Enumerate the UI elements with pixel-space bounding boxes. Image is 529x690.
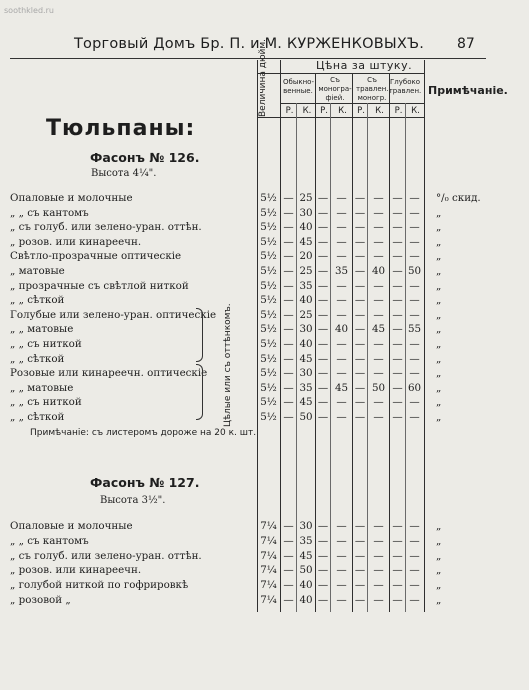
price-cell: — (392, 396, 403, 409)
price-cell: — (392, 549, 403, 562)
bracket-blue (196, 308, 203, 362)
price-cell: — (409, 579, 420, 592)
note-cell: „ (436, 579, 442, 592)
price-cell: — (317, 206, 329, 219)
table-row (0, 594, 529, 608)
price-cell: — (283, 396, 294, 409)
price-cell: — (409, 367, 420, 380)
price-col-deep-etched: Глубоко травлен. (388, 78, 422, 95)
price-cell: — (317, 564, 329, 577)
price-cell: — (409, 352, 420, 365)
note-cell: „ (436, 323, 442, 336)
note-cell: „ (436, 279, 442, 292)
price-cell: — (409, 396, 420, 409)
price-cell: — (336, 192, 347, 204)
price-cell: — (373, 411, 384, 423)
row-label: Розовые или кинареечн. оптическіе (10, 367, 208, 380)
price-cell: — (336, 367, 347, 380)
price-cell: — (392, 250, 403, 263)
row-label: „ „ съ кантомъ (10, 534, 89, 547)
size-cell: 5½ (260, 265, 277, 277)
ruble-unit-label: Р. (285, 106, 294, 116)
row-label: „ „ сѣткой (10, 411, 65, 423)
note-cell: „ (436, 594, 442, 606)
price-cell: — (336, 279, 347, 292)
price-cell: 45 (299, 352, 313, 365)
price-cell: — (392, 367, 403, 380)
price-cell: — (283, 381, 294, 394)
size-cell: 5½ (260, 294, 277, 307)
price-cell: — (336, 396, 347, 409)
price-cell: 45 (371, 323, 386, 336)
price-cell: — (317, 192, 329, 204)
table-row (0, 192, 529, 206)
size-cell: 7¼ (260, 549, 277, 562)
kopeck-unit-label: К. (338, 106, 347, 116)
price-cell: — (392, 294, 403, 307)
price-cell: 45 (334, 381, 349, 394)
price-cell: — (336, 206, 347, 219)
price-cell: 35 (299, 279, 313, 292)
price-cell: — (392, 308, 403, 321)
price-cell: — (354, 396, 366, 409)
price-cell: 50 (299, 564, 313, 577)
price-cell: — (354, 338, 366, 350)
price-cell: 30 (299, 367, 313, 380)
price-cell: — (317, 411, 329, 423)
price-cell: 40 (334, 323, 349, 336)
price-cell: — (409, 192, 420, 204)
row-label: „ розов. или кинареечн. (10, 235, 142, 248)
price-cell: — (317, 396, 329, 409)
row-label: „ голубой ниткой по гофрировкѣ (10, 579, 189, 592)
price-cell: 45 (299, 549, 313, 562)
price-cell: — (409, 235, 420, 248)
price-cell: — (336, 411, 347, 423)
note-cell: °/₀ скид. (436, 192, 481, 204)
fashion-127-height: Высота 3½". (100, 495, 166, 506)
price-cell: — (317, 308, 329, 321)
price-cell: — (283, 564, 294, 577)
price-cell: — (392, 381, 403, 394)
size-cell: 5½ (260, 396, 277, 409)
price-cell: — (317, 579, 329, 592)
price-cell: — (317, 352, 329, 365)
note-cell: „ (436, 381, 442, 394)
note-cell: „ (436, 338, 442, 350)
size-cell: 5½ (260, 352, 277, 365)
price-cell: 60 (407, 381, 422, 394)
price-cell: — (283, 192, 294, 204)
price-cell: — (283, 221, 294, 234)
row-label: „ „ сѣткой (10, 294, 65, 307)
row-label: Голубые или зелено-уран. оптическіе (10, 308, 217, 321)
price-cell: — (409, 294, 420, 307)
price-cell: — (354, 192, 366, 204)
row-label: Опаловые и молочные (10, 192, 133, 204)
row-label: Опаловые и молочные (10, 520, 133, 532)
price-cell: — (354, 235, 366, 248)
price-cell: — (336, 338, 347, 350)
note-cell: „ (436, 294, 442, 307)
table-row (0, 236, 529, 250)
price-cell: — (336, 579, 347, 592)
price-cell: — (283, 594, 294, 606)
price-cell: — (354, 308, 366, 321)
price-cell: — (317, 250, 329, 263)
price-cell: — (317, 594, 329, 606)
price-cell: — (392, 564, 403, 577)
price-cell: — (317, 549, 329, 562)
price-cell: — (336, 221, 347, 234)
table-row (0, 280, 529, 294)
price-cell: — (317, 381, 329, 394)
fashion-127-title: Фасонъ № 127. (90, 475, 200, 490)
price-cell: — (317, 367, 329, 380)
row-label: „ съ голуб. или зелено-уран. оттѣн. (10, 221, 202, 234)
price-cell: 40 (299, 579, 313, 592)
price-cell: — (283, 308, 294, 321)
price-cell: — (409, 308, 420, 321)
fashion-126-height: Высота 4¼". (91, 168, 157, 179)
fashion-126-title: Фасонъ № 126. (90, 150, 200, 165)
price-cell: — (392, 594, 403, 606)
price-cell: — (354, 221, 366, 234)
price-cell: — (392, 520, 403, 532)
price-cell: — (336, 549, 347, 562)
size-cell: 5½ (260, 192, 277, 204)
price-cell: — (392, 235, 403, 248)
price-cell: — (283, 206, 294, 219)
price-cell: — (283, 250, 294, 263)
price-cell: — (409, 338, 420, 350)
price-cell: — (354, 594, 366, 606)
price-cell: — (317, 265, 329, 277)
price-cell: 40 (299, 294, 313, 307)
price-cell: 30 (299, 520, 313, 532)
header-rule-3 (258, 117, 424, 118)
price-cell: — (373, 206, 384, 219)
table-row (0, 338, 529, 352)
price-cell: — (283, 579, 294, 592)
price-cell: — (354, 534, 366, 547)
price-col-monogram: Съ моногра-фіей. (318, 76, 352, 102)
price-cell: 45 (299, 396, 313, 409)
size-cell: 7¼ (260, 594, 277, 606)
row-label: Свѣтло-прозрачные оптическіе (10, 250, 182, 263)
note-cell: „ (436, 534, 442, 547)
price-cell: — (409, 534, 420, 547)
note-cell: „ (436, 564, 442, 577)
price-cell: — (336, 235, 347, 248)
price-cell: 25 (299, 308, 313, 321)
size-cell: 5½ (260, 338, 277, 350)
note-cell: „ (436, 549, 442, 562)
table-row (0, 382, 529, 396)
page-number: 87 (457, 36, 475, 52)
note-cell: „ (436, 235, 442, 248)
price-cell: — (409, 221, 420, 234)
price-cell: — (354, 265, 366, 277)
price-cell: — (409, 279, 420, 292)
price-cell: — (373, 250, 384, 263)
price-cell: — (317, 294, 329, 307)
table-row (0, 564, 529, 578)
price-cell: — (409, 564, 420, 577)
price-cell: 30 (299, 323, 313, 336)
price-cell: — (336, 564, 347, 577)
price-cell: 50 (371, 381, 386, 394)
price-cell: — (373, 594, 384, 606)
price-cell: 40 (299, 594, 313, 606)
price-cell: — (373, 564, 384, 577)
price-cell: 35 (299, 534, 313, 547)
price-cell: — (373, 352, 384, 365)
price-cell: 40 (371, 265, 386, 277)
running-header: Торговый Домъ Бр. П. и М. КУРЖЕНКОВЫХЪ. (74, 36, 425, 52)
price-cell: — (373, 520, 384, 532)
price-cell: — (409, 250, 420, 263)
price-cell: — (392, 192, 403, 204)
price-cell: — (354, 367, 366, 380)
price-cell: — (373, 367, 384, 380)
price-cell: 25 (299, 265, 313, 277)
price-cell: — (336, 520, 347, 532)
size-cell: 5½ (260, 323, 277, 336)
price-cell: — (336, 250, 347, 263)
price-cell: 55 (407, 323, 422, 336)
price-cell: — (373, 235, 384, 248)
size-cell: 5½ (260, 279, 277, 292)
price-cell: 35 (334, 265, 349, 277)
price-cell: — (354, 323, 366, 336)
ruble-unit-label: Р. (320, 106, 328, 116)
price-cell: — (409, 206, 420, 219)
ruble-unit-label: Р. (394, 106, 403, 116)
price-cell: 50 (299, 411, 313, 423)
size-cell: 5½ (260, 235, 277, 248)
table-row (0, 309, 529, 323)
table-row (0, 353, 529, 367)
note-cell: „ (436, 396, 442, 409)
row-label: „ матовые (10, 265, 65, 277)
price-cell: — (283, 265, 294, 277)
table-row (0, 294, 529, 308)
price-cell: — (373, 534, 384, 547)
price-cell: — (373, 338, 384, 350)
fashion-126-footnote: Примѣчаніе: съ листеромъ дороже на 20 к. шт. (30, 428, 257, 438)
price-cell: — (409, 411, 420, 423)
price-cell: — (354, 352, 366, 365)
row-label: „ „ съ кантомъ (10, 206, 89, 219)
price-cell: 20 (299, 250, 313, 263)
row-label: „ „ матовые (10, 323, 74, 336)
price-cell: — (354, 294, 366, 307)
row-label: „ съ голуб. или зелено-уран. оттѣн. (10, 549, 202, 562)
note-cell: „ (436, 308, 442, 321)
note-column-header: Примѣчаніе. (428, 84, 508, 97)
price-cell: — (354, 411, 366, 423)
price-cell: — (336, 308, 347, 321)
note-cell: „ (436, 352, 442, 365)
price-cell: — (373, 294, 384, 307)
price-cell: — (283, 279, 294, 292)
price-cell: — (392, 338, 403, 350)
price-cell: — (283, 534, 294, 547)
kopeck-unit-label: К. (411, 106, 420, 116)
table-row (0, 535, 529, 549)
table-row (0, 250, 529, 264)
price-cell: — (392, 534, 403, 547)
note-cell: „ (436, 367, 442, 380)
price-cell: 45 (299, 235, 313, 248)
table-row (0, 411, 529, 425)
price-cell: — (392, 265, 403, 277)
price-cell: — (354, 579, 366, 592)
note-cell: „ (436, 265, 442, 277)
price-cell: — (373, 549, 384, 562)
note-cell: „ (436, 206, 442, 219)
table-row (0, 207, 529, 221)
size-cell: 7¼ (260, 520, 277, 532)
price-cell: — (409, 594, 420, 606)
size-column-header: Величина дюйм. (258, 38, 268, 117)
price-cell: — (373, 579, 384, 592)
price-cell: — (409, 549, 420, 562)
price-cell: — (354, 520, 366, 532)
price-cell: — (336, 294, 347, 307)
price-cell: 50 (407, 265, 422, 277)
row-label: „ „ матовые (10, 381, 74, 394)
price-cell: — (283, 549, 294, 562)
price-cell: — (336, 352, 347, 365)
row-label: „ розовой „ (10, 594, 71, 606)
table-row (0, 520, 529, 534)
row-label: „ розов. или кинареечн. (10, 564, 142, 577)
price-cell: — (317, 323, 329, 336)
price-cell: — (373, 192, 384, 204)
price-cell: — (317, 279, 329, 292)
table-row (0, 550, 529, 564)
size-cell: 5½ (260, 381, 277, 394)
header-rule-1 (258, 73, 424, 74)
size-cell: 5½ (260, 250, 277, 263)
size-cell: 7¼ (260, 564, 277, 577)
price-cell: — (392, 279, 403, 292)
price-cell: — (283, 367, 294, 380)
table-row (0, 367, 529, 381)
table-row (0, 396, 529, 410)
size-cell: 7¼ (260, 579, 277, 592)
price-cell: — (373, 308, 384, 321)
size-cell: 5½ (260, 308, 277, 321)
note-cell: „ (436, 221, 442, 234)
kopeck-unit-label: К. (302, 106, 312, 116)
note-cell: „ (436, 520, 442, 532)
price-col-etched-monogram: Съ травлен. моногр. (356, 76, 389, 102)
price-cell: — (317, 534, 329, 547)
size-cell: 5½ (260, 221, 277, 234)
section-title: Тюльпаны: (46, 116, 196, 141)
price-cell: — (283, 520, 294, 532)
ruble-unit-label: Р. (357, 106, 365, 116)
price-cell: — (373, 221, 384, 234)
size-cell: 5½ (260, 411, 277, 423)
price-cell: — (392, 352, 403, 365)
price-group-header: Цѣна за штуку. (316, 59, 413, 72)
header-rule (10, 58, 486, 59)
price-cell: — (392, 323, 403, 336)
price-col-ordinary: Обыкно-венные. (283, 78, 314, 95)
note-cell: „ (436, 411, 442, 423)
price-cell: — (317, 520, 329, 532)
row-label: „ „ съ ниткой (10, 396, 82, 409)
size-cell: 7¼ (260, 534, 277, 547)
table-row (0, 323, 529, 337)
price-cell: — (373, 396, 384, 409)
note-cell: „ (436, 250, 442, 263)
price-cell: — (283, 235, 294, 248)
price-cell: 40 (299, 338, 313, 350)
price-cell: — (354, 206, 366, 219)
price-cell: — (283, 352, 294, 365)
price-cell: — (317, 338, 329, 350)
price-cell: — (283, 411, 294, 423)
kopeck-unit-label: К. (375, 106, 384, 116)
price-cell: — (392, 221, 403, 234)
price-cell: — (283, 294, 294, 307)
price-cell: — (283, 338, 294, 350)
price-cell: — (336, 534, 347, 547)
vertical-note-whole-or-tinted: Цѣлые или съ оттѣнкомъ. (223, 303, 233, 427)
price-cell: — (409, 520, 420, 532)
price-cell: — (392, 579, 403, 592)
row-label: „ прозрачные съ свѣтлой ниткой (10, 279, 189, 292)
price-cell: — (317, 221, 329, 234)
bracket-pink (196, 364, 203, 420)
table-row (0, 221, 529, 235)
price-cell: — (354, 279, 366, 292)
price-cell: — (317, 235, 329, 248)
table-row (0, 265, 529, 279)
price-cell: — (354, 381, 366, 394)
price-cell: — (354, 549, 366, 562)
table-row (0, 579, 529, 593)
price-cell: 30 (299, 206, 313, 219)
price-cell: — (392, 206, 403, 219)
price-cell: — (336, 594, 347, 606)
price-cell: — (354, 564, 366, 577)
price-cell: — (373, 279, 384, 292)
size-cell: 5½ (260, 206, 277, 219)
price-cell: — (392, 411, 403, 423)
size-cell: 5½ (260, 367, 277, 380)
price-cell: — (283, 323, 294, 336)
watermark-text: soothkled.ru (4, 6, 54, 15)
row-label: „ „ съ ниткой (10, 338, 82, 350)
row-label: „ „ сѣткой (10, 352, 65, 365)
price-cell: — (354, 250, 366, 263)
price-cell: 35 (299, 381, 313, 394)
price-cell: 25 (299, 192, 313, 204)
price-cell: 40 (299, 221, 313, 234)
